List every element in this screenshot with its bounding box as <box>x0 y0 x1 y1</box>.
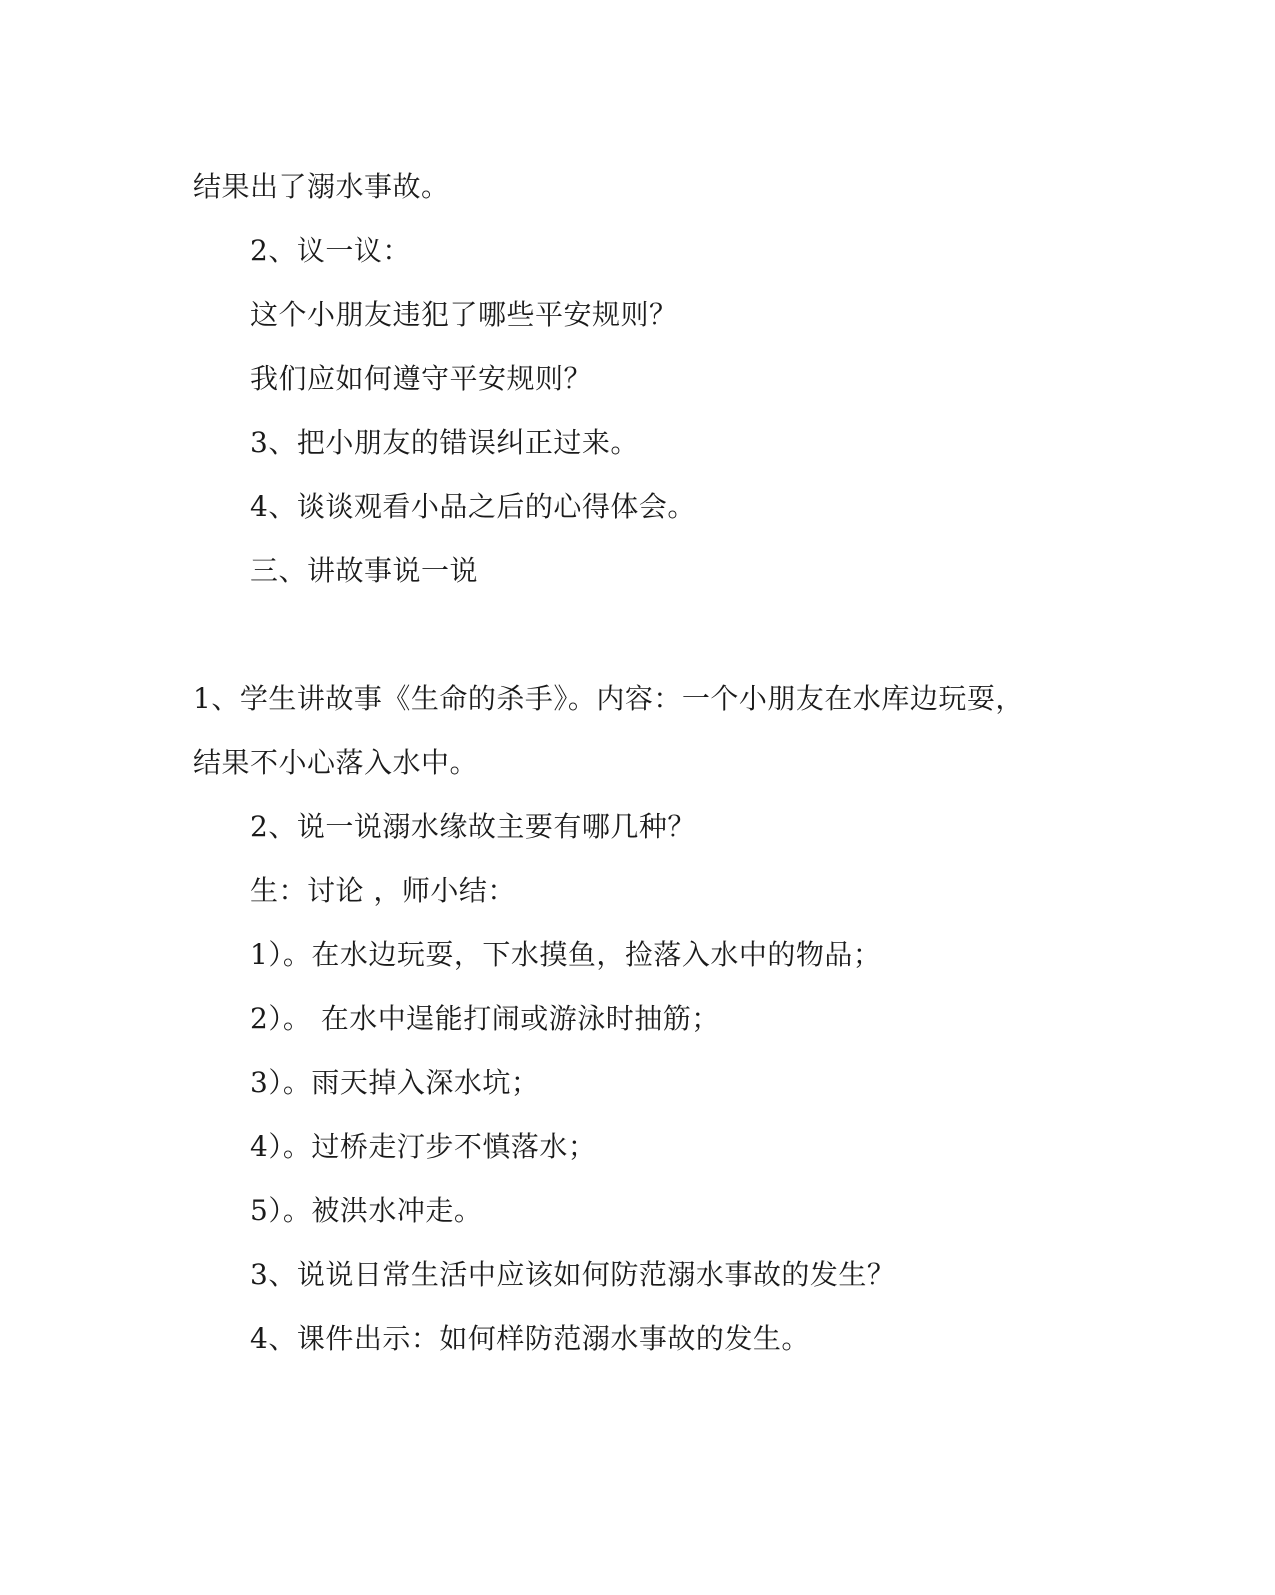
text-line: 这个小朋友违犯了哪些平安规则？ <box>250 298 678 331</box>
list-item: 2）。 在水中逞能打闹或游泳时抽筋； <box>250 1002 720 1035</box>
list-item: 1）。在水边玩耍，下水摸鱼，捡落入水中的物品； <box>250 938 882 971</box>
section-heading: 三、讲故事说一说 <box>250 554 479 587</box>
text-line: 3、把小朋友的错误纠正过来。 <box>250 426 639 459</box>
list-item: 5）。被洪水冲走。 <box>250 1194 483 1227</box>
list-item: 3）。雨天掉入深水坑； <box>250 1066 540 1099</box>
text-line: 4、课件出示：如何样防范溺水事故的发生。 <box>250 1322 810 1355</box>
list-item: 4）。过桥走汀步不慎落水； <box>250 1130 597 1163</box>
text-line: 生：讨论 ，师小结： <box>250 874 516 907</box>
text-line: 4、谈谈观看小品之后的心得体会。 <box>250 490 696 523</box>
text-line: 结果不小心落入水中。 <box>193 746 479 779</box>
text-line: 2、议一议： <box>250 234 411 267</box>
text-line: 我们应如何遵守平安规则？ <box>250 362 593 395</box>
text-line: 3、说说日常生活中应该如何防范溺水事故的发生？ <box>250 1258 896 1291</box>
text-line: 1、学生讲故事《生命的杀手》。内容：一个小朋友在水库边玩耍， <box>193 682 1024 715</box>
text-line: 结果出了溺水事故。 <box>193 170 450 203</box>
text-line: 2、说一说溺水缘故主要有哪几种？ <box>250 810 696 843</box>
